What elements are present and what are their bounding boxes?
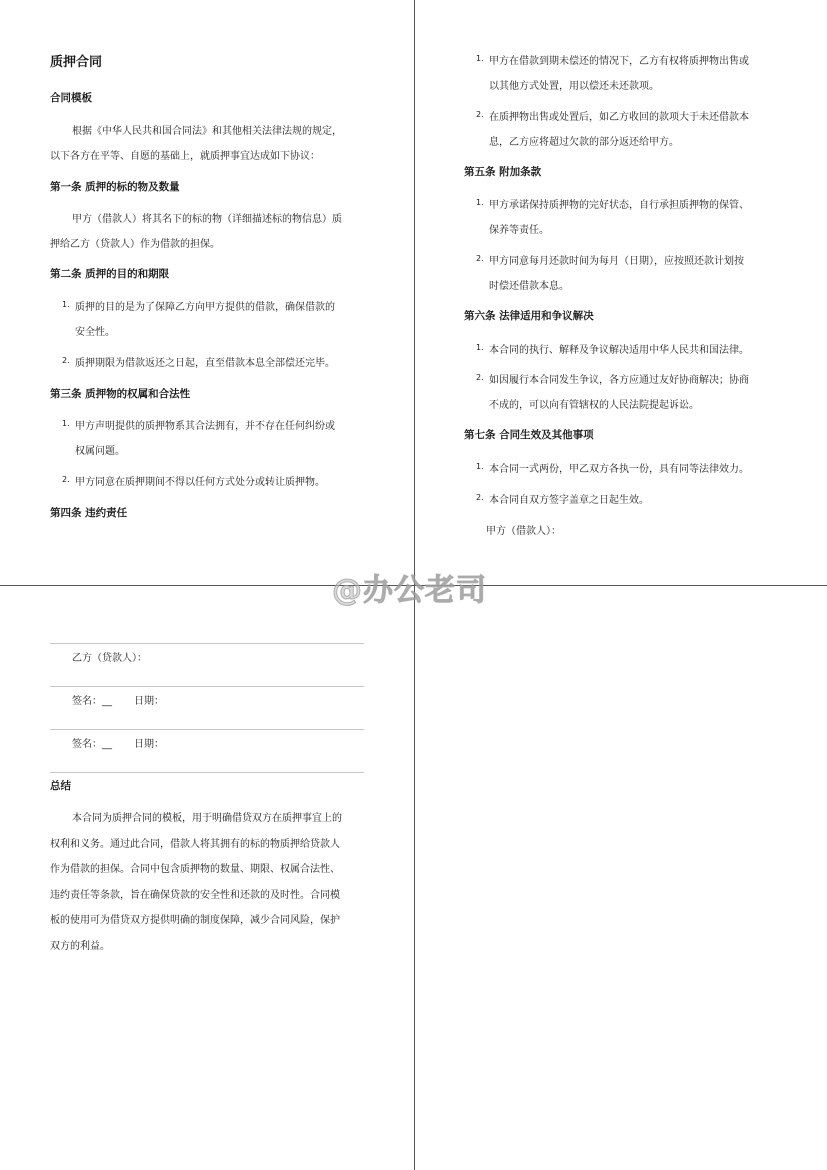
s4-item-2-line-1: 在质押物出售或处置后，如乙方收回的款项大于未还借款本	[489, 112, 749, 123]
signature-2-name: 签名：__	[72, 739, 112, 750]
intro-line-2: 以下各方在平等、自愿的基础上，就质押事宜达成如下协议：	[50, 151, 320, 162]
signature-rule	[50, 643, 364, 644]
section-4-heading: 第四条 违约责任	[50, 507, 128, 519]
s6-item-2-line-1: 如因履行本合同发生争议，各方应通过友好协商解决；协商	[489, 375, 749, 386]
section-2-heading: 第二条 质押的目的和期限	[50, 268, 170, 280]
s5-item-1-number: 1.	[476, 198, 484, 207]
s6-item-1-number: 1.	[476, 343, 484, 352]
party-a-label: 甲方（借款人）：	[486, 526, 561, 537]
section-7-heading: 第七条 合同生效及其他事项	[464, 429, 594, 441]
section-3-heading: 第三条 质押物的权属和合法性	[50, 388, 191, 400]
s5-item-2-line-1: 甲方同意每月还款时间为每月（日期），应按照还款计划按	[489, 256, 744, 267]
s7-item-2-line-1: 本合同自双方签字盖章之日起生效。	[489, 495, 649, 506]
s4-item-1-line-2: 以其他方式处置，用以偿还未还款项。	[489, 81, 659, 92]
s2-item-1-number: 1.	[62, 300, 70, 309]
summary-line-4: 违约责任等条款，旨在确保贷款的安全性和还款的及时性。合同模	[50, 890, 340, 901]
signature-1-name: 签名：__	[72, 696, 112, 707]
s5-item-1-line-2: 保养等责任。	[489, 225, 549, 236]
summary-line-6: 双方的利益。	[50, 941, 110, 952]
s7-item-1-line-1: 本合同一式两份，甲乙双方各执一份，具有同等法律效力。	[489, 464, 749, 475]
s6-item-2-number: 2.	[476, 373, 484, 382]
party-b-label: 乙方（贷款人）：	[72, 653, 147, 664]
s4-item-1-line-1: 甲方在借款到期未偿还的情况下，乙方有权将质押物出售或	[489, 56, 749, 67]
summary-line-5: 板的使用可为借贷双方提供明确的制度保障，减少合同风险，保护	[50, 915, 340, 926]
s3-item-1-line-2: 权属问题。	[75, 446, 125, 457]
signature-2-date: 日期：	[134, 739, 164, 750]
s4-item-1-number: 1.	[476, 54, 484, 63]
s2-item-2-line-1: 质押期限为借款返还之日起，直至借款本息全部偿还完毕。	[75, 358, 335, 369]
summary-line-2: 权利和义务。通过此合同，借款人将其拥有的标的物质押给贷款人	[50, 839, 340, 850]
signature-rule	[50, 686, 364, 687]
signature-rule	[50, 729, 364, 730]
section-6-heading: 第六条 法律适用和争议解决	[464, 310, 594, 322]
s2-item-1-line-1: 质押的目的是为了保障乙方向甲方提供的借款，确保借款的	[75, 302, 335, 313]
signature-1-date: 日期：	[134, 696, 164, 707]
s2-item-1-line-2: 安全性。	[75, 327, 115, 338]
intro-line-1: 根据《中华人民共和国合同法》和其他相关法律法规的规定，	[72, 126, 342, 137]
section-1-heading: 第一条 质押的标的物及数量	[50, 181, 180, 193]
s5-item-1-line-1: 甲方承诺保持质押物的完好状态，自行承担质押物的保管、	[489, 200, 749, 211]
s3-item-2-number: 2.	[62, 475, 70, 484]
document-title: 质押合同	[50, 55, 103, 70]
s4-item-2-line-2: 息，乙方应将超过欠款的部分返还给甲方。	[489, 137, 679, 148]
s6-item-1-line-1: 本合同的执行、解释及争议解决适用中华人民共和国法律。	[489, 345, 749, 356]
section-1-line-2: 押给乙方（贷款人）作为借款的担保。	[50, 239, 220, 250]
template-subtitle: 合同模板	[50, 92, 92, 104]
s2-item-2-number: 2.	[62, 356, 70, 365]
summary-line-3: 作为借款的担保。合同中包含质押物的数量、期限、权属合法性、	[50, 864, 340, 875]
summary-heading: 总结	[50, 780, 71, 792]
s5-item-2-line-2: 时偿还借款本息。	[489, 281, 569, 292]
summary-line-1: 本合同为质押合同的模板，用于明确借贷双方在质押事宜上的	[72, 813, 342, 824]
s4-item-2-number: 2.	[476, 110, 484, 119]
section-1-line-1: 甲方（借款人）将其名下的标的物（详细描述标的物信息）质	[72, 214, 342, 225]
s3-item-1-line-1: 甲方声明提供的质押物系其合法拥有，并不存在任何纠纷或	[75, 421, 335, 432]
s3-item-1-number: 1.	[62, 419, 70, 428]
watermark: @办公老司	[332, 573, 487, 608]
s7-item-1-number: 1.	[476, 462, 484, 471]
s3-item-2-line-1: 甲方同意在质押期间不得以任何方式处分或转让质押物。	[75, 477, 325, 488]
s7-item-2-number: 2.	[476, 493, 484, 502]
s6-item-2-line-2: 不成的，可以向有管辖权的人民法院提起诉讼。	[489, 400, 699, 411]
section-5-heading: 第五条 附加条款	[464, 166, 542, 178]
signature-rule	[50, 772, 364, 773]
s5-item-2-number: 2.	[476, 254, 484, 263]
